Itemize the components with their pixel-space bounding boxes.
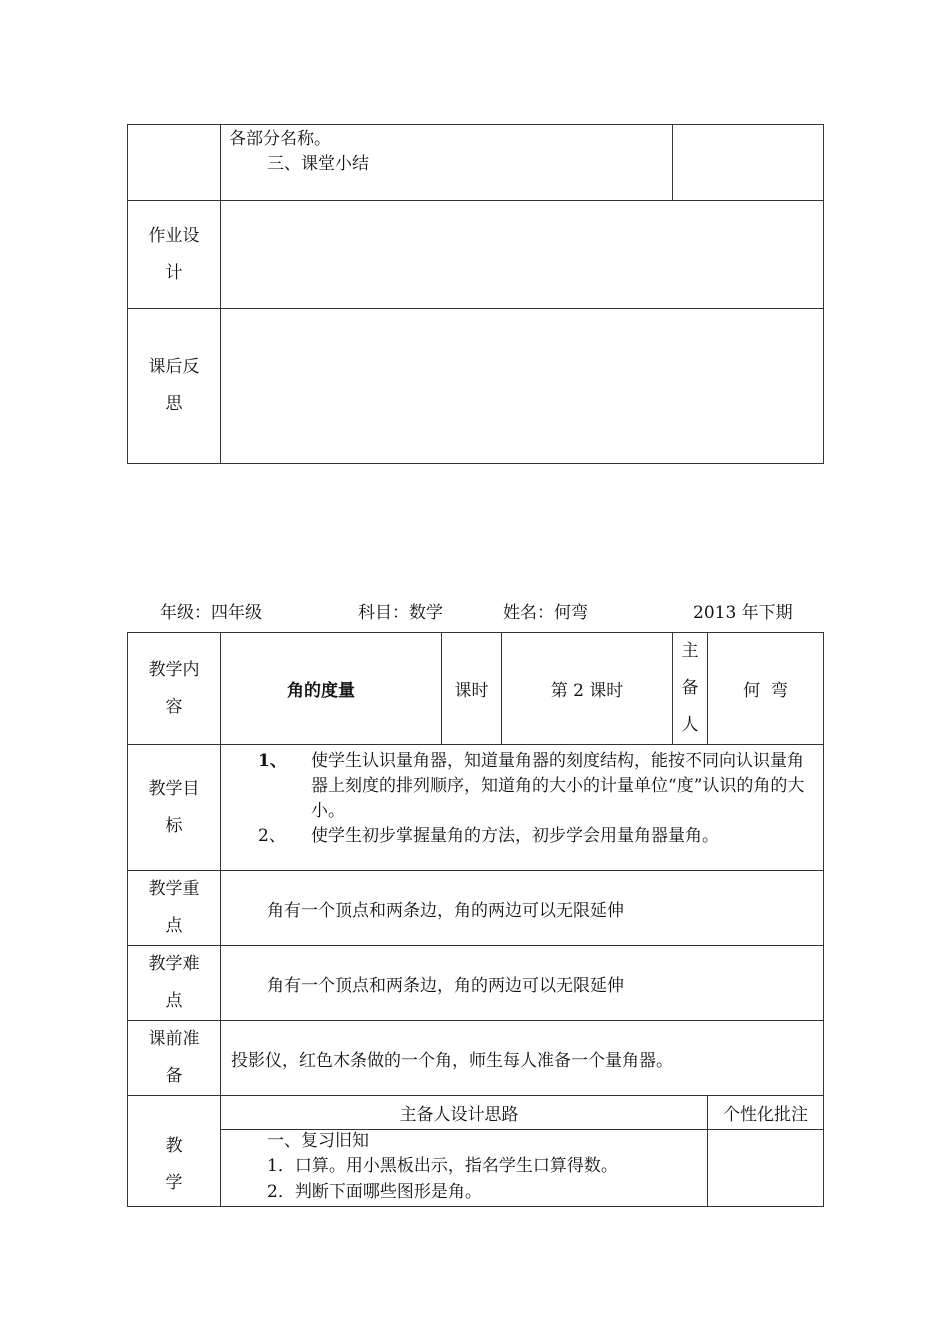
goal-item [221,749,817,824]
teacher-name-text: 姓名：何弯 [503,603,588,623]
lesson-plan-table [127,632,824,1207]
annotation-content-cell [708,1130,824,1207]
process-line: 1．口算。用小黑板出示，指名学生口算得数。 [267,1156,618,1176]
continued-content-cell [221,125,673,201]
homework-content-cell [221,201,824,309]
goals-content-cell [221,745,824,871]
preparer-name: 何 弯 [708,633,824,745]
content-label: 教学内 容 [128,633,221,745]
period-value: 第 2 课时 [502,633,673,745]
annotation-header: 个性化批注 [708,1096,824,1130]
homework-label: 作业设 计 [128,201,221,309]
process-line: 一、复习旧知 [267,1131,369,1151]
difficulty-text: 角有一个顶点和两条边，角的两边可以无限延伸 [221,946,824,1021]
design-content-cell [221,1130,708,1207]
key-point-text: 角有一个顶点和两条边，角的两边可以无限延伸 [221,871,824,946]
lesson-header [160,598,820,624]
goal-text: 使学生认识量角器，知道量角器的刻度结构，能按不同向认识量角器上刻度的排列顺序，知道角的大小的计量单位“度”认识的角的大小。 [311,751,805,821]
goals-label: 教学目 标 [128,745,221,871]
preparation-text: 投影仪，红色木条做的一个角，师生每人准备一个量角器。 [221,1021,824,1096]
goal-item [221,824,817,849]
preparer-label: 主 备 人 [673,633,708,745]
key-point-label: 教学重 点 [128,871,221,946]
reflection-content-cell [221,309,824,464]
continued-line: 各部分名称。 [229,129,331,149]
term-text: 2013 年下期 [693,603,793,623]
continuation-table [127,124,824,464]
teaching-process-label: 教 学 [128,1096,221,1207]
period-label: 课时 [442,633,502,745]
goal-text: 使学生初步掌握量角的方法，初步学会用量角器量角。 [311,826,719,846]
process-line: 2．判断下面哪些图形是角。 [267,1182,482,1202]
goal-number: 1、 [258,751,287,771]
annotation-cell [673,125,824,201]
design-header: 主备人设计思路 [221,1096,708,1130]
subject-text: 科目：数学 [358,603,443,623]
reflection-label: 课后反 思 [128,309,221,464]
preparation-label: 课前准 备 [128,1021,221,1096]
lesson-title: 角的度量 [221,633,442,745]
difficulty-label: 教学难 点 [128,946,221,1021]
grade-text: 年级：四年级 [160,603,262,623]
continued-line: 三、课堂小结 [267,154,369,174]
goal-number: 2、 [258,826,286,846]
empty-label-cell [128,125,221,201]
